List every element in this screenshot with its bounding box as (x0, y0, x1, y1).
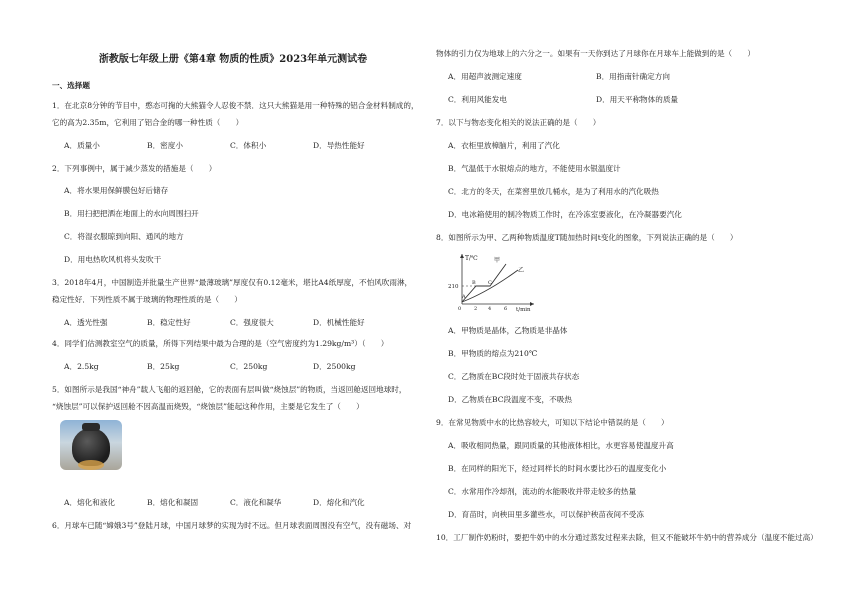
q9-option-a[interactable]: A．吸收相同热量，跟同质量的其他液体相比，水更容易使温度升高 (448, 441, 674, 450)
capsule-hatch (82, 423, 100, 431)
section-heading: 一、选择题 (52, 81, 90, 90)
q2-option-d[interactable]: D．用电热吹风机将头发吹干 (64, 255, 162, 264)
q5-option-b[interactable]: B．熔化和凝固 (147, 498, 199, 507)
q6-option-c[interactable]: C．利用风能发电 (448, 95, 507, 104)
q3-option-b[interactable]: B．稳定性好 (147, 318, 191, 327)
q3-line-1: 3．2018年4月，中国制造并批量生产世界“最薄玻璃”厚度仅有0.12毫米，堪比A4纸厚度，不怕风吹雨淋， (52, 278, 413, 287)
graph-tick-4: 4 (488, 306, 492, 312)
q4-line-1: 4．同学们估测教室空气的质量，所得下列结果中最为合理的是（空气密度约为1.29kg/m³）（ ） (52, 339, 389, 348)
q6-option-a[interactable]: A．用超声波测定速度 (448, 72, 522, 81)
q8-option-d[interactable]: D．乙物质在BC段温度不变，不吸热 (448, 395, 572, 404)
q8-line-1: 8．如图所示为甲、乙两种物质温度T随加热时间t变化的图象，下列说法正确的是（ ） (436, 233, 738, 242)
graph-tick-6: 6 (504, 306, 508, 312)
q5-line-1: 5．如图所示是我国“神舟”载人飞船的返回舱，它的表面有层叫做“烧蚀层”的物质，当返回舱返回地球时， (52, 385, 407, 394)
q1-option-a[interactable]: A．质量小 (64, 141, 100, 150)
q2-option-c[interactable]: C．将湿衣服晾到向阳、通风的地方 (64, 232, 184, 241)
q5-option-a[interactable]: A．熔化和液化 (64, 498, 116, 507)
q7-option-b[interactable]: B．气温低于水银熔点的地方，不能使用水银温度计 (448, 164, 621, 173)
q4-option-c[interactable]: C．250kg (230, 362, 268, 371)
q8-option-a[interactable]: A．甲物质是晶体，乙物质是非晶体 (448, 326, 568, 335)
q7-option-d[interactable]: D．电冰箱使用的制冷物质工作时，在冷冻室要液化，在冷凝器要汽化 (448, 210, 682, 219)
q8-option-b[interactable]: B．甲物质的熔点为210℃ (448, 349, 538, 358)
q4-option-a[interactable]: A．2.5kg (64, 362, 99, 371)
q10-line-1: 10．工厂制作奶粉时，要把牛奶中的水分通过蒸发过程来去除，但又不能破坏牛奶中的营养成分（温度不能过高） (436, 533, 818, 542)
page-title: 浙教版七年级上册《第4章 物质的性质》2023年单元测试卷 (98, 54, 368, 65)
graph-label-yi: 乙 (518, 267, 525, 274)
q9-option-b[interactable]: B．在同样的阳光下，经过同样长的时间水要比沙石的温度变化小 (448, 464, 667, 473)
q1-line-2: 它的高为2.35m，它利用了铝合金的哪一种性质（ ） (52, 118, 244, 127)
q1-option-c[interactable]: C．体积小 (230, 141, 267, 150)
q5-option-d[interactable]: D．熔化和汽化 (313, 498, 365, 507)
q9-option-d[interactable]: D．育苗时，向秧田里多灌些水，可以保护秧苗夜间不受冻 (448, 510, 644, 519)
q9-line-1: 9．在常见物质中水的比热容较大，可知以下结论中错误的是（ ） (436, 418, 669, 427)
graph-210-label: 210 (448, 284, 459, 290)
q2-option-b[interactable]: B．用扫把把洒在地面上的水向周围扫开 (64, 209, 199, 218)
graph-label-a: A (462, 294, 466, 300)
graph-xlabel: t/min (516, 307, 531, 312)
q6-option-b[interactable]: B．用指南针确定方向 (596, 72, 670, 81)
q1-option-b[interactable]: B．密度小 (147, 141, 183, 150)
graph-tick-2: 2 (474, 306, 478, 312)
q4-option-d[interactable]: D．2500kg (313, 362, 356, 371)
q4-option-b[interactable]: B．25kg (147, 362, 180, 371)
graph-label-b: B (472, 280, 476, 286)
q6-line-1: 6．月球车已随“嫦娥3号”登陆月球，中国月球梦的实现为时不远。但月球表面周围没有空气，没有磁场、对 (52, 521, 412, 530)
q2-line-1: 2．下列事例中，属于减少蒸发的措施是（ ） (52, 164, 217, 173)
capsule-flame (78, 460, 104, 470)
graph-label-c: C (488, 280, 492, 286)
q3-option-a[interactable]: A．透光性强 (64, 318, 108, 327)
q1-line-1: 1．在北京8分钟的节目中，憨态可掬的大熊猫令人忍俊不禁．这只大熊猫是用一种特殊的铝合金材料制成的， (52, 101, 419, 110)
graph-tick-0: 0 (458, 306, 462, 312)
q6-option-d[interactable]: D．用天平称物体的质量 (596, 95, 679, 104)
q1-option-d[interactable]: D．导热性能好 (313, 141, 365, 150)
temperature-time-graph (448, 250, 538, 312)
q7-option-c[interactable]: C．北方的冬天，在菜窖里放几桶水，是为了利用水的汽化吸热 (448, 187, 659, 196)
capsule-image (60, 420, 122, 470)
q7-line-1: 7．以下与物态变化相关的说法正确的是（ ） (436, 118, 601, 127)
q3-option-d[interactable]: D．机械性能好 (313, 318, 365, 327)
q5-option-c[interactable]: C．液化和凝华 (230, 498, 282, 507)
q2-option-a[interactable]: A．将水果用保鲜膜包好后储存 (64, 186, 169, 195)
q8-option-c[interactable]: C．乙物质在BC段时处于固液共存状态 (448, 372, 580, 381)
q5-line-2: “烧蚀层”可以保护返回舱不因高温而烧毁，“烧蚀层”能起这种作用，主要是它发生了（ ） (52, 402, 364, 411)
graph-label-jia: 甲 (494, 257, 501, 264)
q3-option-c[interactable]: C．强度很大 (230, 318, 274, 327)
graph-ylabel: T/℃ (465, 255, 478, 262)
q6-line-2: 物体的引力仅为地球上的六分之一。如果有一天你到达了月球你在月球车上能做到的是（ ） (436, 49, 755, 58)
q7-option-a[interactable]: A．衣柜里放樟脑片，利用了汽化 (448, 141, 560, 150)
q9-option-c[interactable]: C．水常用作冷却剂，流动的水能吸收并带走较多的热量 (448, 487, 637, 496)
q3-line-2: 稳定性好．下列性质不属于玻璃的物理性质的是（ ） (52, 295, 242, 304)
